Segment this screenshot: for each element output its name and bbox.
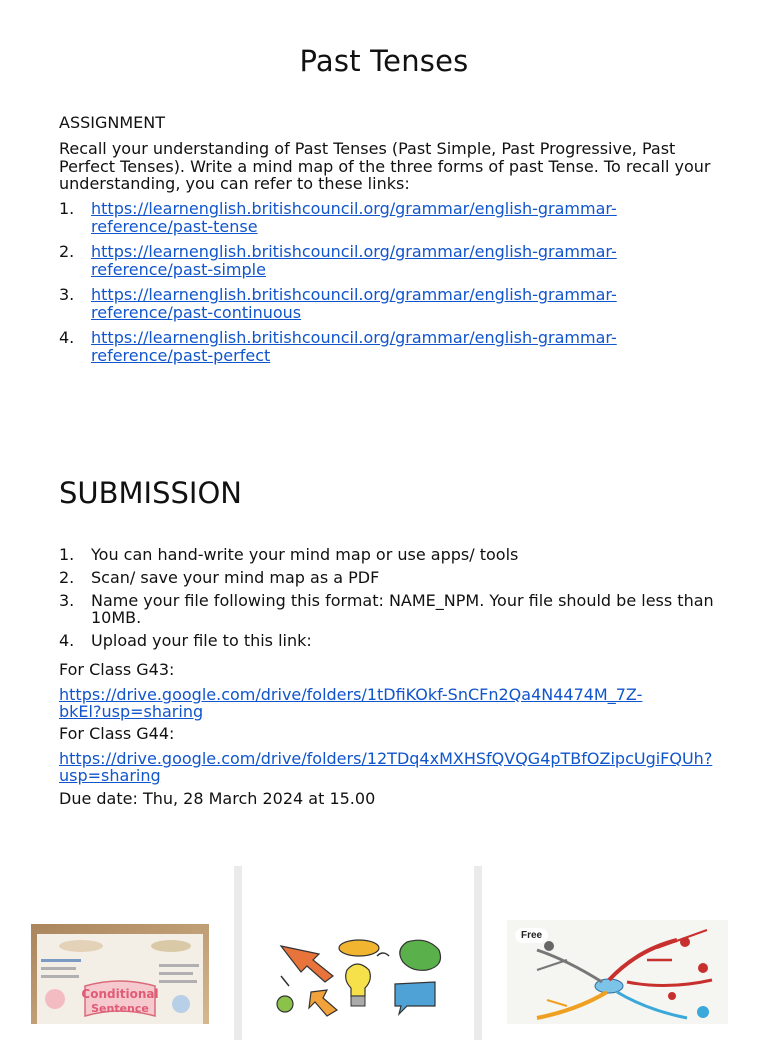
list-number: 2. [59,242,75,261]
list-item [59,592,719,626]
link-line: https://drive.google.com/drive/folders/12TDq4xMXHSfQVQG4pTBfOZipcUgiFQUh? [59,749,713,768]
gallery-divider [474,866,482,1040]
gallery-divider [234,866,242,1040]
link-line: reference/past-continuous [91,302,302,322]
list-number: 4. [59,328,75,347]
submission-steps-list [59,546,719,655]
list-number: 1. [59,199,75,218]
related-documents-gallery [0,850,768,1024]
link-line: usp=sharing [59,766,161,785]
link-line: https://learnenglish.britishcouncil.org/grammar/english-grammar- [91,242,617,261]
list-number: 4. [59,631,75,650]
page-title: Past Tenses [299,44,469,78]
list-item [59,286,719,321]
list-item [59,329,719,364]
link-line: https://learnenglish.britishcouncil.org/grammar/english-grammar- [91,328,617,347]
free-badge: Free [515,928,548,943]
list-item [59,546,719,563]
list-item [59,632,719,649]
link-line: https://drive.google.com/drive/folders/1tDfiKOkf-SnCFn2Qa4N4474M_7Z- [59,685,643,704]
class-g44-label: For Class G44: [59,724,175,743]
reference-links-list [59,200,719,372]
link-line: reference/past-perfect [91,345,271,365]
class-g43-label: For Class G43: [59,660,175,679]
assignment-heading: ASSIGNMENT [59,113,165,132]
link-line: reference/past-simple [91,259,266,279]
list-number: 3. [59,591,75,610]
conditional-sentence-mindmap-thumbnail[interactable] [31,924,209,1024]
thumbnail-lettering: Conditional [81,987,159,1001]
step-text: You can hand-write your mind map or use apps/ tools [91,545,519,564]
class-g43-upload-link[interactable] [59,686,642,720]
link-line: bkEl?usp=sharing [59,702,204,721]
colorful-mindmap-thumbnail[interactable] [507,920,728,1024]
sketchnote-image [31,924,209,1024]
submission-heading: SUBMISSION [59,476,242,510]
due-date: Due date: Thu, 28 March 2024 at 15.00 [59,789,376,808]
list-number: 2. [59,568,75,587]
step-text: Scan/ save your mind map as a PDF [91,568,380,587]
link-past-continuous[interactable] [91,285,617,322]
step-text: Upload your file to this link: [91,631,312,650]
assignment-instructions: Recall your understanding of Past Tenses (Past Simple, Past Progressive, Past Perfect Tenses). Write a mind map of the three forms of past Tense. To recall your understanding, you can refer to these links: [59,139,711,193]
list-number: 1. [59,545,75,564]
link-line: https://learnenglish.britishcouncil.org/grammar/english-grammar- [91,199,617,218]
link-past-simple[interactable] [91,242,617,279]
lightbulb-icon [267,936,450,1024]
link-line: https://learnenglish.britishcouncil.org/grammar/english-grammar- [91,285,617,304]
list-item [59,243,719,278]
list-number: 3. [59,285,75,304]
link-past-perfect[interactable] [91,328,617,365]
list-item [59,569,719,586]
link-past-tense[interactable] [91,199,617,236]
step-text: Name your file following this format: NAME_NPM. Your file should be less than 10MB. [91,591,714,627]
list-item [59,200,719,235]
svg-text:Sentence: Sentence [91,1002,149,1015]
link-line: reference/past-tense [91,216,258,236]
lightbulb-arrows-thumbnail[interactable] [267,936,450,1024]
class-g44-upload-link[interactable] [59,750,712,784]
